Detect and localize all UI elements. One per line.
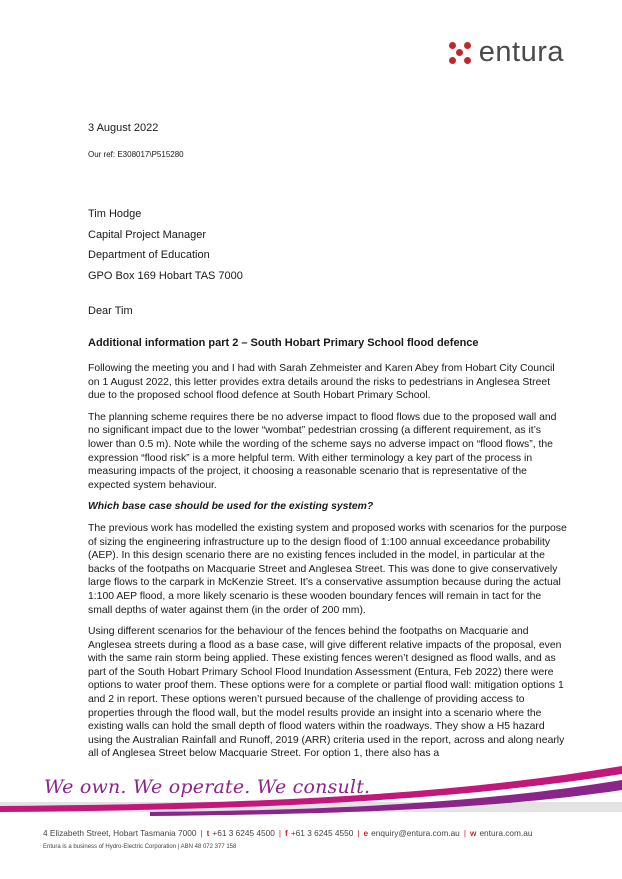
email-label: e [363,828,369,838]
section-heading: Which base case should be used for the existing system? [88,501,374,513]
subject-line: Additional information part 2 – South Hobart Primary School flood defence [88,337,479,349]
recipient-title: Capital Project Manager [88,228,207,241]
body-paragraph: The previous work has modelled the existing system and proposed works with scenarios for the purpose of sizing the engineering infrastructure up to the design flood of 1:100 annual exceedance probability (AEP). In this design scenario there are no existing fences included in the model, in particular at the backs of the footpaths on Macquarie Street and Anglesea Street. This was done to give conservatively large flows to the carpark in McKenzie Street. It’s a conservative assumption because during the actual 1:100 AEP flood, a more likely scenario is these wooden boundary fences will remain in tact for the small depths of water against them (in the order of 200 mm). [88,522,567,616]
letter-date: 3 August 2022 [88,122,159,134]
recipient-address-block [88,204,243,286]
letter-reference: Our ref: E308017\P515280 [88,150,184,159]
footer-tagline: We own. We operate. We consult. [44,776,371,798]
recipient-organisation: Department of Education [88,249,210,261]
entura-logo [449,38,564,67]
body-paragraph: Using different scenarios for the behaviour of the fences behind the footpaths on Macquarie and Anglesea streets during a flood as a base case, will give different relative impacts of the proposal, even with the same rain storm being applied. These existing fences weren’t designed as flood walls, and as part of the South Hobart Primary School Flood Inundation Assessment (Entura, Feb 2022) there were options to water proof them. These options were for a complete or partial flood wall: mitigation options 1 and 2 in report. These options weren’t pursued because of the challenge of providing access to properties through the flood wall, but the model results provide an insight into a scenario where the existing walls can hold the small depth of flood waters within the roadways. They show a H5 hazard using the Australian Rainfall and Runoff, 2019 (ARR) criteria used in the report, across and along nearly all of Anglesea Street below Macquarie Street. For option 1, there also has a [88,626,565,760]
entura-x-mark-icon [449,42,471,64]
footer-fax: +61 3 6245 4550 [290,828,354,838]
recipient-name: Tim Hodge [88,208,142,220]
phone-label: t [206,828,210,838]
body-paragraph: The planning scheme requires there be no adverse impact to flood flows due to the proposed wall and no significant impact due to the lower “wombat” pedestrian crossing (a different requirement, as it’s lower than 0.5 m). Note while the wording of the scheme says no adverse impact on “flood flows”, the expression “flood risk” is a more helpful term. With either terminology a key part of the process in measuring impacts of the project, it choosing a reasonable scenario that is representative of the expected system behaviour. [88,411,557,491]
footer-email: enquiry@entura.com.au [371,828,460,838]
footer-phone: +61 3 6245 4500 [212,828,275,838]
footer-address: 4 Elizabeth Street, Hobart Tasmania 7000 [43,828,197,838]
body-paragraph: Following the meeting you and I had with Sarah Zehmeister and Karen Abey from Hobart City Council on 1 August 2022, this letter provides extra details around the risks to pedestrians in Anglesea Street due to the proposed school flood defence at South Hobart Primary School. [88,363,555,402]
web-label: w [469,828,477,838]
salutation: Dear Tim [88,305,133,317]
fax-label: f [285,828,288,838]
footer-website: entura.com.au [479,828,533,838]
logo-wordmark: entura [478,36,564,68]
footer-contact-line: 4 Elizabeth Street, Hobart Tasmania 7000 | t +61 3 6245 4500 | f +61 3 6245 4550 | e enquiry@entura.com.au | w entura.com.au [43,828,533,838]
letter-body [88,362,568,769]
footer-legal-line: Entura is a business of Hydro-Electric Corporation | ABN 48 072 377 158 [43,844,237,850]
recipient-postal-address: GPO Box 169 Hobart TAS 7000 [88,269,243,282]
